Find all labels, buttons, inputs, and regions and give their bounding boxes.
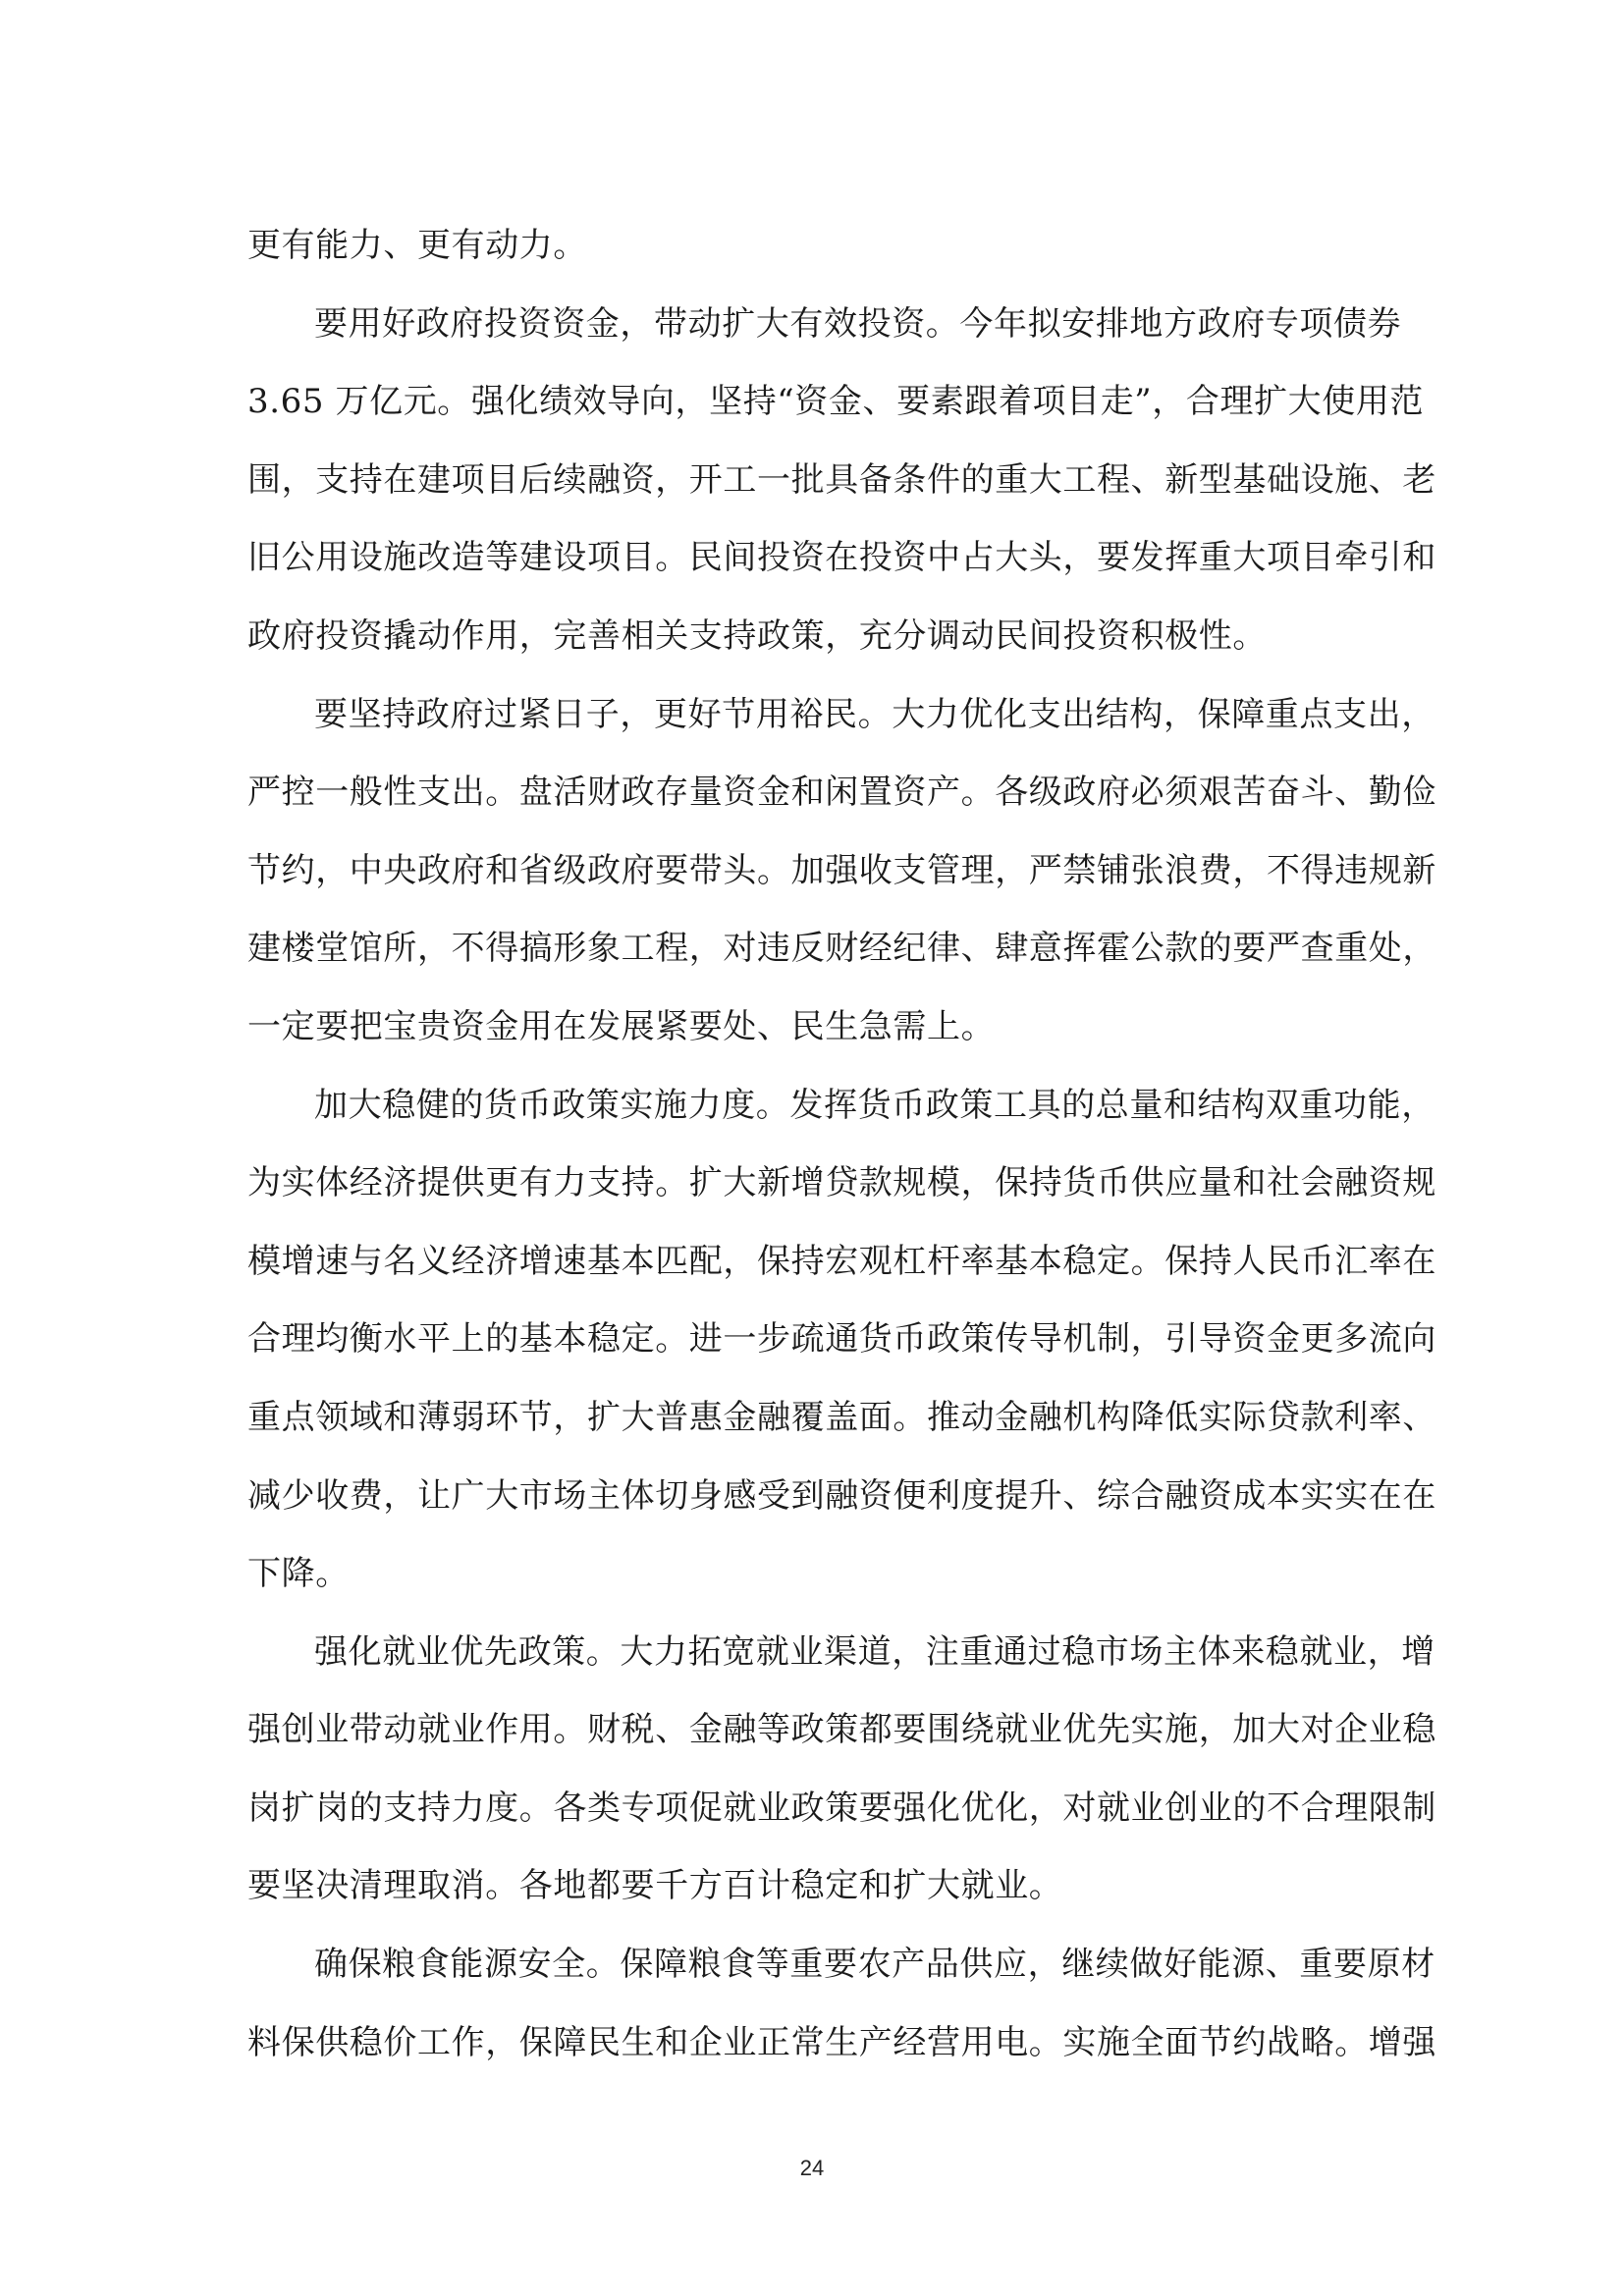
text-line: 节约，中央政府和省级政府要带头。加强收支管理，严禁铺张浪费，不得违规新: [247, 850, 1436, 890]
text-line: 要坚持政府过紧日子，更好节用裕民。大力优化支出结构，保障重点支出，: [314, 694, 1435, 734]
text-line: 料保供稳价工作，保障民生和企业正常生产经营用电。实施全面节约战略。增强: [247, 2022, 1436, 2062]
text-line: 围，支持在建项目后续融资，开工一批具备条件的重大工程、新型基础设施、老: [247, 459, 1436, 500]
text-line: 旧公用设施改造等建设项目。民间投资在投资中占大头，要发挥重大项目牵引和: [247, 538, 1436, 578]
text-line: 3.65 万亿元。强化绩效导向，坚持“资金、要素跟着项目走”，合理扩大使用范: [247, 382, 1425, 422]
text-line: 岗扩岗的支持力度。各类专项促就业政策要强化优化，对就业创业的不合理限制: [247, 1788, 1436, 1828]
text-line: 下降。: [247, 1554, 350, 1594]
text-line: 加大稳健的货币政策实施力度。发挥货币政策工具的总量和结构双重功能，: [314, 1085, 1435, 1125]
page-number: 24: [799, 2156, 825, 2180]
body-text: [247, 214, 1436, 2089]
text-line: 建楼堂馆所，不得搞形象工程，对违反财经纪律、肆意挥霍公款的要严查重处，: [247, 929, 1436, 969]
text-line: 合理均衡水平上的基本稳定。进一步疏通货币政策传导机制，引导资金更多流向: [247, 1319, 1436, 1360]
text-line: 强创业带动就业作用。财税、金融等政策都要围绕就业优先实施，加大对企业稳: [247, 1710, 1436, 1750]
text-line: 为实体经济提供更有力支持。扩大新增贷款规模，保持货币供应量和社会融资规: [247, 1163, 1436, 1203]
text-line: 重点领域和薄弱环节，扩大普惠金融覆盖面。推动金融机构降低实际贷款利率、: [247, 1397, 1436, 1437]
text-line: 要坚决清理取消。各地都要千方百计稳定和扩大就业。: [247, 1866, 1063, 1906]
text-line: 严控一般性支出。盘活财政存量资金和闲置资产。各级政府必须艰苦奋斗、勤俭: [247, 773, 1436, 813]
text-line: 确保粮食能源安全。保障粮食等重要农产品供应，继续做好能源、重要原材: [314, 1945, 1435, 1985]
text-line: 强化就业优先政策。大力拓宽就业渠道，注重通过稳市场主体来稳就业，增: [314, 1631, 1435, 1672]
text-line: 更有能力、更有动力。: [247, 226, 587, 265]
text-line: 政府投资撬动作用，完善相关支持政策，充分调动民间投资积极性。: [247, 615, 1267, 656]
text-line: 要用好政府投资资金，带动扩大有效投资。今年拟安排地方政府专项债券: [314, 303, 1402, 344]
text-line: 减少收费，让广大市场主体切身感受到融资便利度提升、综合融资成本实实在在: [247, 1475, 1436, 1516]
text-line: 模增速与名义经济增速基本匹配，保持宏观杠杆率基本稳定。保持人民币汇率在: [247, 1241, 1436, 1281]
text-line: 一定要把宝贵资金用在发展紧要处、民生急需上。: [247, 1006, 996, 1046]
